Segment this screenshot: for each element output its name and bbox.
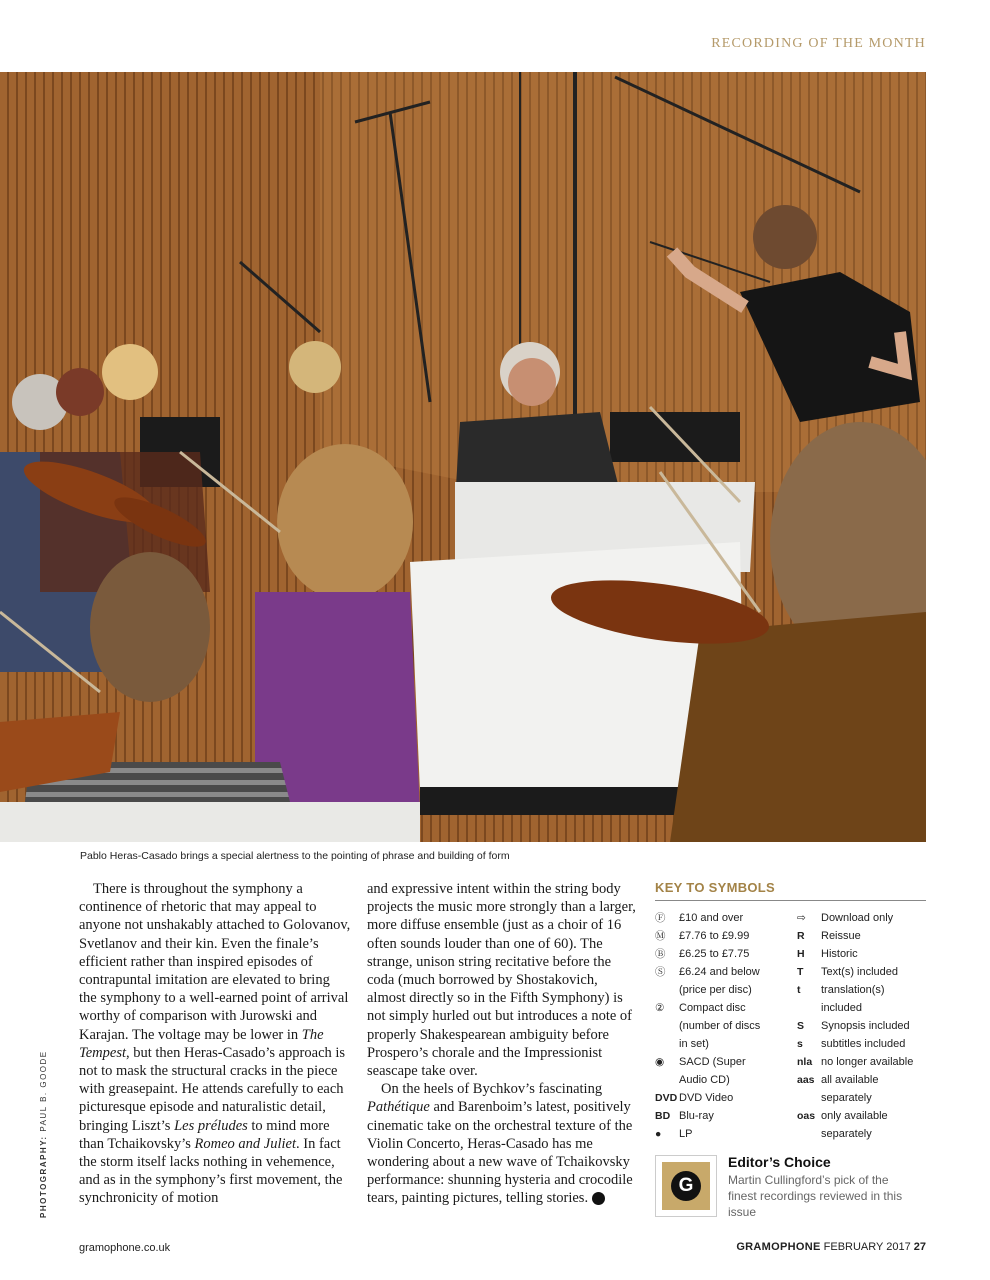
key-label: Text(s) included bbox=[821, 966, 899, 978]
key-entry bbox=[655, 1071, 795, 1089]
key-to-symbols bbox=[655, 880, 926, 1149]
key-symbol-icon: H bbox=[797, 948, 805, 960]
key-entry bbox=[655, 1089, 795, 1107]
key-symbol-icon bbox=[655, 1035, 679, 1053]
key-entry bbox=[655, 945, 795, 963]
key-symbol-icon: S bbox=[797, 1020, 805, 1032]
key-symbol-icon bbox=[655, 981, 679, 999]
key-entry bbox=[797, 945, 937, 963]
key-label: £6.25 to £7.75 bbox=[679, 948, 750, 960]
key-symbol-icon: Ⓢ bbox=[655, 966, 666, 978]
article-paragraph-text: On the heels of Bychkov’s fascinating Pathétique and Barenboim’s latest, positively cinematic take on the orchestral texture of the Violin Concerto, Heras-Casado has me wondering about a new wave of Tchaikovsky performance: shunning hysteria and crocodile tears, painting pictures, telling stories. bbox=[367, 1081, 633, 1207]
key-list-left bbox=[655, 909, 795, 1143]
key-label: in set) bbox=[679, 1038, 709, 1050]
key-entry bbox=[655, 1107, 795, 1125]
article-paragraph: and expressive intent within the string body projects the music more strongly than a larger, more diffuse ensemble (just as a choir of 16 often sounds louder than one of 60). The strange, unison string recitative before the coda (much borrowed by Shostakovich, almost directly so in the Fifth Symphony) is not simply hurled out but introduces a note of properly Shakespearean ambiguity before Prospero’s chorale and the Impressionist seascape take over. bbox=[367, 881, 636, 1080]
key-entry bbox=[655, 1053, 795, 1071]
key-entry bbox=[797, 1071, 937, 1089]
key-entry bbox=[797, 1089, 937, 1107]
key-symbol-icon: s bbox=[797, 1038, 803, 1050]
key-entry bbox=[655, 1035, 795, 1053]
key-label: translation(s) bbox=[821, 984, 885, 996]
editors-choice-title: Editor’s Choice bbox=[728, 1154, 831, 1170]
key-label: LP bbox=[679, 1128, 693, 1140]
key-symbol-icon: aas bbox=[797, 1074, 815, 1086]
key-title: KEY TO SYMBOLS bbox=[655, 880, 926, 901]
key-label: included bbox=[821, 1002, 862, 1014]
key-symbol-icon bbox=[655, 1071, 679, 1089]
editors-choice-letter: G bbox=[671, 1171, 701, 1201]
key-symbol-icon: oas bbox=[797, 1110, 816, 1122]
key-label: subtitles included bbox=[821, 1038, 906, 1050]
key-entry bbox=[655, 999, 795, 1017]
photo-caption: Pablo Heras-Casado brings a special alertness to the pointing of phrase and building of form bbox=[80, 850, 510, 862]
key-label: only available bbox=[821, 1110, 888, 1122]
editors-choice-badge-icon bbox=[655, 1155, 717, 1217]
key-entry bbox=[797, 1053, 937, 1071]
article-paragraph: There is throughout the symphony a continence of rhetoric that may appeal to anyone not unshakably attached to Golovanov, Svetlanov and their kin. Even the finale’s efficient rather than inspired episodes of contrapuntal imitation are elevated to bring the symphony to a well-earned point of arrival worthy of comparison with Jurowski and Karajan. The voltage may be lower in The Tempest, but then Heras-Casado’s approach is not to mask the structural cracks in the piece with greasepaint. He attends carefully to each picturesque episode and naturalistic detail, bringing Liszt’s Les préludes to mind more than Tchaikovsky’s Romeo and Juliet. In fact the storm itself lacks nothing in vehemence, and as in the symphony’s first movement, the synchronicity of motion bbox=[79, 881, 351, 1207]
key-entry bbox=[797, 1035, 937, 1053]
key-entry bbox=[655, 963, 795, 981]
key-entry bbox=[797, 963, 937, 981]
key-entry bbox=[655, 981, 795, 999]
editors-choice bbox=[655, 1152, 926, 1222]
key-symbol-icon bbox=[797, 1089, 821, 1107]
key-label: £7.76 to £9.99 bbox=[679, 930, 750, 942]
key-label: Historic bbox=[821, 948, 858, 960]
orchestra-photo bbox=[0, 72, 926, 842]
key-symbol-icon: nla bbox=[797, 1056, 813, 1068]
key-label: SACD (Super bbox=[679, 1056, 746, 1068]
key-symbol-icon: Ⓜ bbox=[655, 930, 666, 942]
key-list-right bbox=[797, 909, 937, 1143]
key-entry bbox=[655, 927, 795, 945]
key-entry bbox=[797, 1125, 937, 1143]
footer-page-number: 27 bbox=[913, 1241, 926, 1253]
key-symbol-icon: T bbox=[797, 966, 804, 978]
key-entry bbox=[797, 1017, 937, 1035]
key-label: all available bbox=[821, 1074, 879, 1086]
key-symbol-icon: Ⓕ bbox=[655, 912, 666, 924]
photo-credit bbox=[39, 1050, 48, 1218]
key-symbol-icon: ② bbox=[655, 1002, 665, 1014]
key-symbol-icon: ● bbox=[655, 1128, 662, 1140]
key-label: Audio CD) bbox=[679, 1074, 730, 1086]
key-symbol-icon: t bbox=[797, 984, 801, 996]
key-symbol-icon: R bbox=[797, 930, 805, 942]
key-label: Blu-ray bbox=[679, 1110, 714, 1122]
key-label: (price per disc) bbox=[679, 984, 752, 996]
editors-choice-description: Martin Cullingford’s pick of the finest recordings reviewed in this issue bbox=[728, 1173, 903, 1219]
footer-magazine: GRAMOPHONE bbox=[736, 1241, 821, 1253]
key-entry bbox=[797, 909, 937, 927]
key-label: £10 and over bbox=[679, 912, 744, 924]
key-label: Compact disc bbox=[679, 1002, 746, 1014]
key-entry bbox=[655, 1017, 795, 1035]
key-symbol-icon bbox=[797, 999, 821, 1017]
key-entry bbox=[797, 999, 937, 1017]
gramophone-end-icon: G bbox=[592, 1192, 605, 1205]
article-column-1 bbox=[79, 880, 351, 1208]
key-entry bbox=[797, 981, 937, 999]
key-symbol-icon bbox=[655, 1017, 679, 1035]
key-symbol-icon: BD bbox=[655, 1110, 671, 1122]
section-title: RECORDING OF THE MONTH bbox=[711, 36, 926, 51]
key-entry bbox=[655, 909, 795, 927]
key-label: separately bbox=[821, 1128, 872, 1140]
key-symbol-icon bbox=[797, 1125, 821, 1143]
key-label: Download only bbox=[821, 912, 894, 924]
key-symbol-icon: ◉ bbox=[655, 1056, 665, 1068]
article-paragraph-last bbox=[367, 1080, 639, 1207]
key-symbol-icon: DVD bbox=[655, 1092, 678, 1104]
key-symbol-icon: ⇨ bbox=[797, 912, 806, 924]
footer-folio bbox=[736, 1241, 926, 1253]
key-label: separately bbox=[821, 1092, 872, 1104]
article-column-2 bbox=[367, 880, 639, 1208]
key-entry bbox=[797, 1107, 937, 1125]
key-label: (number of discs bbox=[679, 1020, 761, 1032]
key-label: DVD Video bbox=[679, 1092, 734, 1104]
photo-credit-label: PHOTOGRAPHY: bbox=[39, 1135, 48, 1218]
key-label: no longer available bbox=[821, 1056, 914, 1068]
photo-credit-name: PAUL B. GOODE bbox=[39, 1050, 48, 1132]
key-label: Reissue bbox=[821, 930, 861, 942]
key-symbol-icon: Ⓑ bbox=[655, 948, 666, 960]
footer-url[interactable]: gramophone.co.uk bbox=[79, 1242, 171, 1254]
key-entry bbox=[797, 927, 937, 945]
key-entry bbox=[655, 1125, 795, 1143]
footer-issue: FEBRUARY 2017 bbox=[823, 1241, 911, 1253]
key-label: Synopsis included bbox=[821, 1020, 910, 1032]
key-label: £6.24 and below bbox=[679, 966, 760, 978]
